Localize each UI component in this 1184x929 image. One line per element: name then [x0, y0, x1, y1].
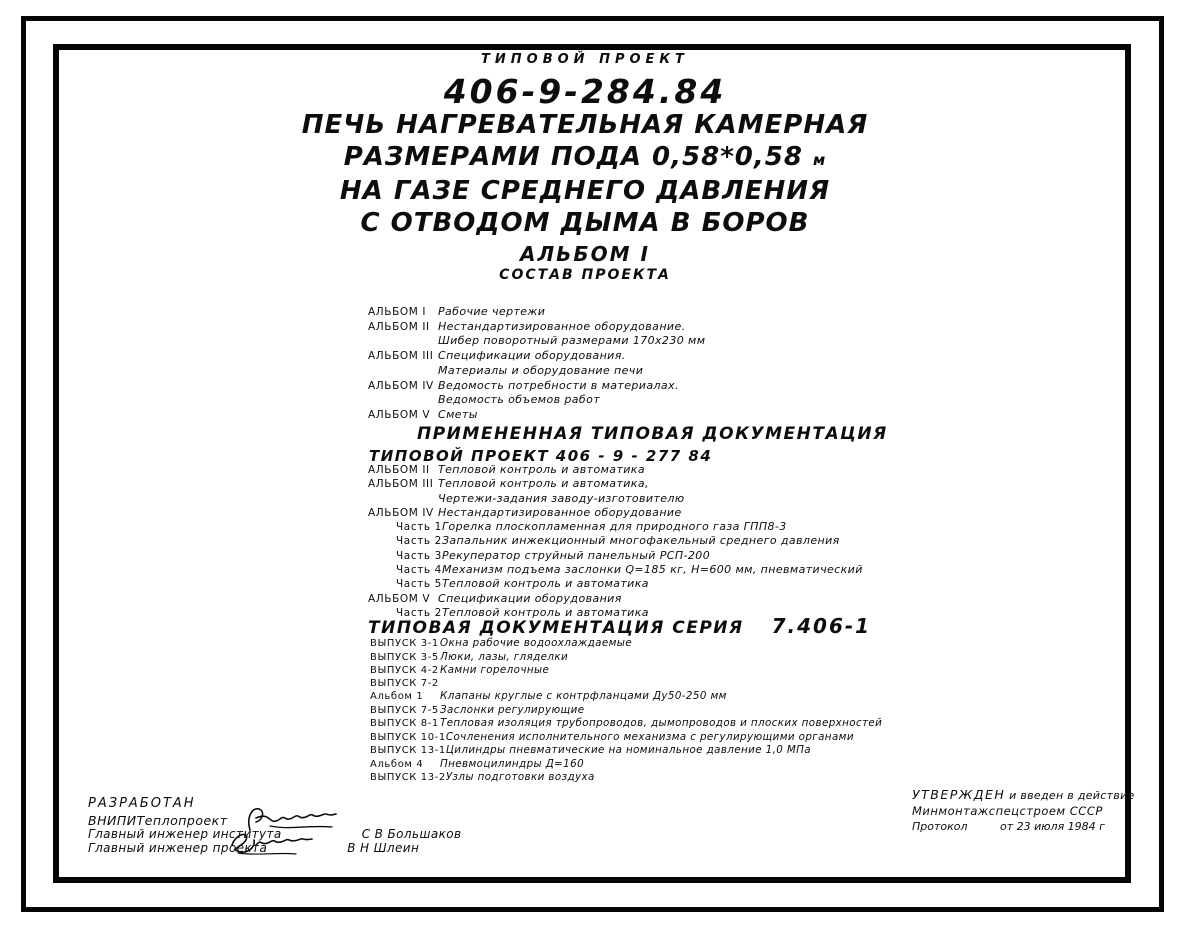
part-label: Часть 5 [396, 578, 442, 591]
part-label: Часть 1 [396, 521, 442, 534]
album-text: Спецификации оборудования. [438, 349, 626, 363]
album-label: Альбом 4 [370, 758, 424, 770]
issue-text: Цилиндры пневматические на номинальное давление 1,0 МПа [445, 744, 812, 757]
album-heading: АЛЬБОМ I [520, 242, 650, 266]
subtitle: СОСТАВ ПРОЕКТА [499, 267, 671, 283]
composition-row [368, 408, 705, 423]
issue-text: Окна рабочие водоохлаждаемые [440, 637, 633, 649]
album-label: АЛЬБОМ V [368, 408, 431, 421]
series-row [370, 771, 882, 785]
composition-row [368, 364, 705, 379]
title-line-3: НА ГАЗЕ СРЕДНЕГО ДАВЛЕНИЯ [339, 176, 831, 206]
issue-label: ВЫПУСК 7-2 [370, 677, 439, 689]
approved-block [912, 787, 1135, 833]
issue-label: ВЫПУСК 10-1 [370, 731, 446, 743]
project-number: 406-9-284.84 [443, 72, 727, 111]
signer-role: Главный инженер института [88, 827, 282, 841]
series-docs-list [370, 637, 882, 785]
album-text: Тепловой контроль и автоматика, [438, 477, 649, 491]
part-text: Горелка плоскопламенная для природного газа ГПП8-3 [441, 520, 787, 534]
part-text: Рекуператор струйный панельный РСП-200 [441, 548, 711, 562]
issue-label: ВЫПУСК 3-1 [370, 638, 439, 649]
album-text: Материалы и оборудование печи [438, 363, 644, 377]
part-label: Часть 2 [396, 535, 442, 548]
part-text: Тепловой контроль и автоматика [441, 605, 649, 619]
album-text: Ведомость объемов работ [438, 393, 601, 407]
issue-label: ВЫПУСК 7-5 [370, 704, 439, 716]
signer-name: С В Большаков [361, 827, 462, 841]
signer-name: В Н Шлеин [347, 840, 420, 855]
doc-type-label: ТИПОВОЙ ПРОЕКТ [481, 52, 689, 67]
composition-row [368, 393, 705, 408]
applied-docs-heading: ПРИМЕНЕННАЯ ТИПОВАЯ ДОКУМЕНТАЦИЯ [417, 424, 888, 444]
album-text: Пневмоцилиндры Д=160 [440, 757, 585, 770]
part-text: Механизм подъема заслонки Q=185 кг, Н=600 мм, пневматический [441, 563, 863, 577]
issue-text: Заслонки регулирующие [440, 703, 585, 716]
part-text: Запальник инжекционный многофакельный среднего давления [441, 534, 840, 548]
series-row [370, 744, 882, 758]
issue-text: Сочленения исполнительного механизма с регулирующими органами [445, 730, 854, 743]
applied-row [368, 463, 863, 477]
developer-organization: ВНИПИТеплопроект [88, 813, 228, 828]
album-text: Тепловой контроль и автоматика [438, 463, 645, 476]
album-text: Рабочие чертежи [438, 305, 546, 318]
series-row [370, 731, 882, 745]
album-label: АЛЬБОМ I [368, 306, 427, 318]
applied-row [368, 592, 863, 606]
applied-row [368, 577, 863, 591]
approved-line [912, 787, 1135, 802]
protocol-label: Протокол [912, 820, 968, 833]
series-row [370, 758, 882, 772]
approved-rest: и введен в действие [1009, 789, 1135, 802]
part-label: Часть 4 [396, 564, 442, 577]
album-text: Клапаны круглые с контрфланцами Ду50-250 мм [440, 690, 727, 703]
album-label: АЛЬБОМ II [368, 464, 430, 476]
composition-row [368, 320, 705, 335]
series-heading-text: ТИПОВАЯ ДОКУМЕНТАЦИЯ СЕРИЯ [368, 618, 744, 638]
title-block [235, 52, 935, 284]
composition-row [368, 305, 705, 320]
applied-row [368, 534, 863, 548]
album-text: Сметы [438, 407, 478, 421]
issue-label: ВЫПУСК 13-1 [370, 745, 446, 757]
issue-text: Камни горелочные [440, 664, 550, 677]
series-heading [368, 614, 871, 638]
series-row [370, 717, 882, 731]
size-unit: м [813, 150, 827, 169]
issue-label: ВЫПУСК 3-5 [370, 651, 439, 663]
album-text: Нестандартизированное оборудование. [438, 319, 686, 333]
composition-list [368, 305, 705, 423]
composition-row [368, 334, 705, 349]
signer-role: Главный инженер проекта [88, 840, 268, 855]
approving-organization: Минмонтажспецстроем СССР [912, 804, 1103, 818]
protocol-line [912, 820, 1132, 833]
applied-docs-list [368, 463, 863, 620]
title-line-1: ПЕЧЬ НАГРЕВАТЕЛЬНАЯ КАМЕРНАЯ [301, 110, 869, 140]
signature-project-icon [224, 829, 318, 857]
applied-row [368, 506, 863, 520]
album-label: АЛЬБОМ III [368, 350, 434, 363]
album-text: Шибер поворотный размерами 170х230 мм [438, 334, 706, 348]
issue-text: Узлы подготовки воздуха [445, 771, 595, 784]
series-row [370, 704, 882, 718]
applied-row [368, 520, 863, 534]
applied-row [368, 477, 863, 491]
series-row [370, 651, 882, 665]
title-line-4: С ОТВОДОМ ДЫМА В БОРОВ [360, 207, 810, 238]
approved-word: УТВЕРЖДЕН [912, 787, 1006, 802]
title-line-2 [235, 142, 935, 177]
album-label: АЛЬБОМ II [368, 320, 430, 333]
album-label: АЛЬБОМ V [368, 592, 431, 605]
composition-row [368, 349, 705, 364]
album-label: Альбом 1 [370, 691, 424, 703]
series-row [370, 690, 882, 704]
album-text: Ведомость потребности в материалах. [438, 378, 679, 392]
issue-text: Люки, лазы, гляделки [440, 650, 569, 663]
issue-label: ВЫПУСК 13-2 [370, 772, 446, 784]
part-label: Часть 2 [396, 606, 442, 619]
album-label: АЛЬБОМ III [368, 478, 434, 491]
album-text: Чертежи-задания заводу-изготовителю [438, 491, 685, 505]
series-row [370, 664, 882, 678]
applied-row [368, 492, 863, 506]
applied-row [368, 549, 863, 563]
series-row [370, 637, 882, 651]
issue-text: Тепловая изоляция трубопроводов, дымопроводов и плоских поверхностей [440, 717, 883, 730]
album-label: АЛЬБОМ IV [368, 506, 434, 519]
album-text: Нестандартизированное оборудование [438, 505, 682, 519]
applied-row [368, 563, 863, 577]
album-text: Спецификации оборудования [438, 591, 622, 605]
protocol-date: от 23 июля 1984 г [1000, 820, 1105, 833]
developed-heading: РАЗРАБОТАН [88, 796, 196, 811]
composition-row [368, 379, 705, 394]
part-label: Часть 3 [396, 549, 442, 562]
issue-label: ВЫПУСК 4-2 [370, 665, 439, 677]
hearth-size: РАЗМЕРАМИ ПОДА 0,58*0,58 [343, 141, 803, 172]
album-label: АЛЬБОМ IV [368, 379, 434, 392]
part-text: Тепловой контроль и автоматика [441, 577, 649, 591]
applied-project-number: ТИПОВОЙ ПРОЕКТ 406 - 9 - 277 84 [369, 447, 713, 465]
series-number: 7.406-1 [771, 614, 872, 638]
series-row [370, 678, 882, 691]
issue-label: ВЫПУСК 8-1 [370, 718, 439, 730]
